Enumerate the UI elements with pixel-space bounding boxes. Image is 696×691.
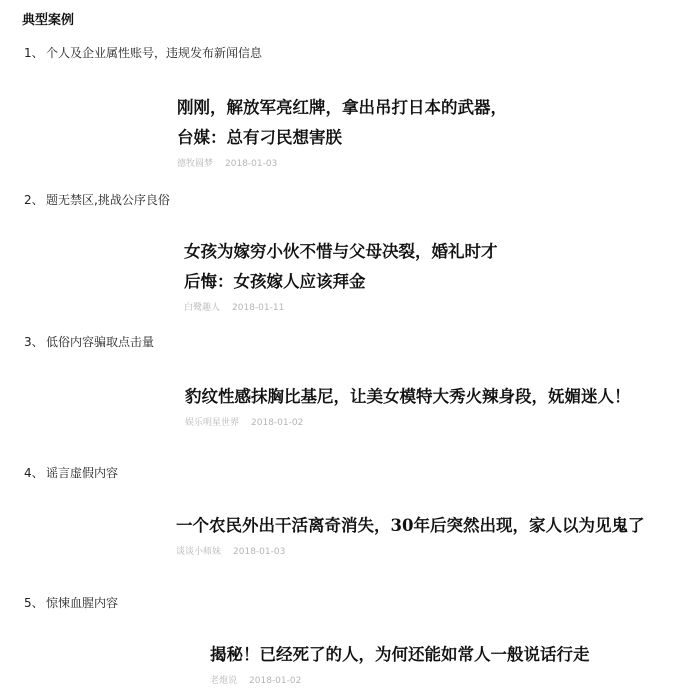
article-title[interactable]: 豹纹性感抹胸比基尼，让美女模特大秀火辣身段，妩媚迷人！ bbox=[185, 387, 631, 406]
category-label: 谣言虚假内容 bbox=[46, 466, 119, 480]
category-item bbox=[24, 464, 118, 481]
article-date: 2018-01-02 bbox=[251, 418, 304, 428]
article-meta bbox=[210, 673, 670, 686]
article-card[interactable] bbox=[176, 511, 676, 557]
section-heading: 典型案例 bbox=[22, 13, 75, 28]
category-number: 2、 bbox=[24, 193, 44, 207]
article-title[interactable]: 揭秘！已经死了的人，为何还能如常人一般说话行走 bbox=[210, 645, 590, 664]
article-date: 2018-01-03 bbox=[225, 159, 278, 169]
article-meta bbox=[184, 300, 504, 313]
category-item bbox=[24, 594, 118, 611]
article-meta bbox=[176, 544, 676, 557]
category-number: 3、 bbox=[24, 335, 44, 349]
article-source: 白鹭趣人 bbox=[184, 303, 221, 313]
category-number: 1、 bbox=[24, 46, 44, 60]
category-item bbox=[24, 191, 170, 208]
category-label: 惊悚血腥内容 bbox=[46, 596, 119, 610]
article-source: 谈谈小师妹 bbox=[176, 547, 222, 557]
category-label: 个人及企业属性账号，违规发布新闻信息 bbox=[46, 46, 263, 60]
category-label: 题无禁区,挑战公序良俗 bbox=[46, 193, 170, 207]
article-meta bbox=[177, 156, 517, 169]
article-card[interactable] bbox=[210, 640, 670, 686]
article-meta bbox=[185, 415, 665, 428]
article-card[interactable] bbox=[185, 382, 665, 428]
article-title[interactable]: 一个农民外出干活离奇消失，30年后突然出现，家人以为见鬼了 bbox=[176, 516, 645, 535]
category-number: 5、 bbox=[24, 596, 44, 610]
article-date: 2018-01-02 bbox=[249, 676, 302, 686]
article-card[interactable] bbox=[184, 237, 504, 313]
article-source: 娱乐明星世界 bbox=[185, 418, 240, 428]
article-source: 德牧圆梦 bbox=[177, 159, 214, 169]
article-card[interactable] bbox=[177, 93, 517, 169]
article-date: 2018-01-03 bbox=[233, 547, 286, 557]
article-source: 老炮说 bbox=[210, 676, 238, 686]
article-date: 2018-01-11 bbox=[232, 303, 285, 313]
article-title[interactable]: 刚刚，解放军亮红牌，拿出吊打日本的武器，台媒：总有刁民想害朕 bbox=[177, 98, 507, 147]
category-number: 4、 bbox=[24, 466, 44, 480]
article-title[interactable]: 女孩为嫁穷小伙不惜与父母决裂，婚礼时才后悔：女孩嫁人应该拜金 bbox=[184, 242, 498, 291]
category-item bbox=[24, 44, 262, 61]
category-item bbox=[24, 333, 154, 350]
category-label: 低俗内容骗取点击量 bbox=[46, 335, 155, 349]
